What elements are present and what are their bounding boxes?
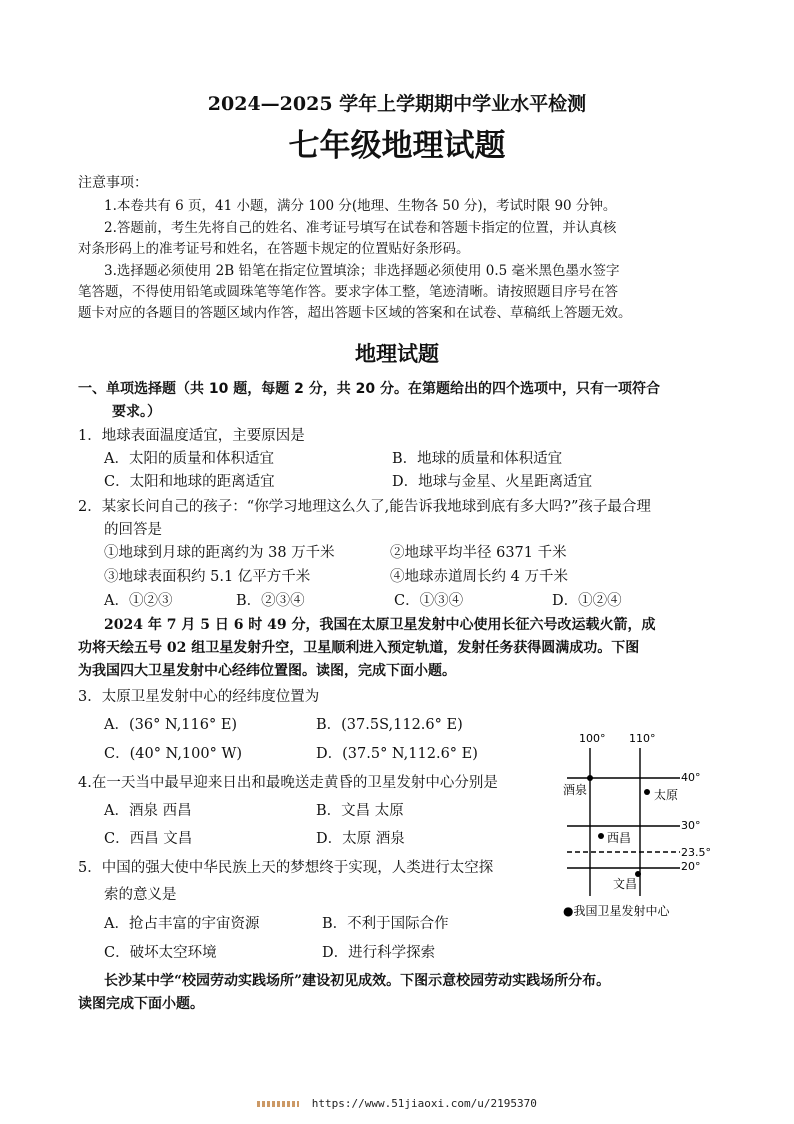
q1-option-b: B．地球的质量和体积适宜 <box>392 451 563 467</box>
notice-item-3b: 笔答题，不得使用铅笔或圆珠笔等笔作答。要求字体工整，笔迹清晰。请按照题目序号在答 <box>78 284 618 300</box>
q4-option-a: A．酒泉 西昌 <box>104 803 192 819</box>
q5-option-a: A．抢占丰富的宇宙资源 <box>104 916 260 932</box>
q5-stem-b: 索的意义是 <box>104 887 177 903</box>
passage2-line2: 读图完成下面小题。 <box>78 996 204 1012</box>
lat-label-30: 30° <box>681 819 701 832</box>
q5-option-b: B．不利于国际合作 <box>322 916 449 932</box>
lon-label-110: 110° <box>629 732 656 745</box>
part1-heading-b: 要求。） <box>112 404 161 420</box>
q3-stem: 3．太原卫星发射中心的经纬度位置为 <box>78 689 320 705</box>
q4-option-d: D．太原 酒泉 <box>316 831 405 847</box>
exam-title-line1: 2024—2025 学年上学期期中学业水平检测 <box>207 93 587 115</box>
jiuquan-label: 酒泉 <box>563 783 588 797</box>
q4-stem: 4.在一天当中最早迎来日出和最晚送走黄昏的卫星发射中心分别是 <box>78 775 498 791</box>
passage2-line1: 长沙某中学“校园劳动实践场所”建设初见成效。下图示意校园劳动实践场所分布。 <box>104 973 611 989</box>
xichang-label: 西昌 <box>607 831 632 845</box>
q1-option-c: C．太阳和地球的距离适宜 <box>104 474 275 490</box>
q3-option-d: D．(37.5° N,112.6° E) <box>316 746 478 762</box>
lat-label-20: 20° <box>681 860 701 873</box>
q1-option-a: A．太阳的质量和体积适宜 <box>104 451 274 467</box>
q2-statement-4: ④地球赤道周长约 4 万千米 <box>390 569 568 585</box>
footer-link[interactable]: https://www.51jiaoxi.com/u/2195370 <box>311 1097 537 1110</box>
page-footer <box>0 1097 794 1110</box>
q2-stem-b: 的回答是 <box>104 522 162 538</box>
lat-label-23-5: 23.5° <box>681 846 711 859</box>
wenchang-label: 文昌 <box>613 877 638 891</box>
taiyuan-marker <box>644 789 650 795</box>
q2-statement-1: ①地球到月球的距离约为 38 万千米 <box>104 545 335 561</box>
q4-option-b: B．文昌 太原 <box>316 803 404 819</box>
part1-heading-a: 一、单项选择题（共 10 题，每题 2 分，共 20 分。在第题给出的四个选项中，只有一项符合 <box>78 381 660 397</box>
q3-option-a: A．(36° N,116° E) <box>104 717 238 733</box>
q2-option-c: C．①③④ <box>394 593 464 609</box>
q2-statement-2: ②地球平均半径 6371 千米 <box>390 545 567 561</box>
notice-item-2a: 2.答题前，考生先将自己的姓名、准考证号填写在试卷和答题卡指定的位置，并认真核 <box>104 220 617 236</box>
xichang-marker <box>598 833 604 839</box>
notice-item-1: 1.本卷共有 6 页，41 小题，满分 100 分(地理、生物各 50 分)，考试时限 90 分钟。 <box>104 198 617 214</box>
footer-watermark-icon <box>257 1101 299 1107</box>
q5-stem-a: 5．中国的强大使中华民族上天的梦想终于实现，人类进行太空探 <box>78 860 494 876</box>
notice-item-2b: 对条形码上的准考证号和姓名，在答题卡规定的位置贴好条形码。 <box>78 241 470 257</box>
launch-center-map <box>555 728 730 923</box>
q5-option-c: C．破坏太空环境 <box>104 945 217 961</box>
notice-item-3c: 题卡对应的各题目的答题区域内作答，超出答题卡区域的答案和在试卷、草稿纸上答题无效。 <box>78 305 632 321</box>
q3-option-c: C．(40° N,100° W) <box>104 746 243 762</box>
jiuquan-marker <box>587 775 593 781</box>
notice-title: 注意事项： <box>78 175 148 191</box>
q3-option-b: B．(37.5S,112.6° E) <box>316 717 463 733</box>
q2-option-d: D．①②④ <box>552 593 622 609</box>
q2-statement-3: ③地球表面积约 5.1 亿平方千米 <box>104 569 311 585</box>
passage1-line3: 为我国四大卫星发射中心经纬位置图。读图，完成下面小题。 <box>78 663 456 679</box>
q1-option-d: D．地球与金星、火星距离适宜 <box>392 474 593 490</box>
map-legend: ●我国卫星发射中心 <box>563 904 670 918</box>
passage1-line1: 2024 年 7 月 5 日 6 时 49 分，我国在太原卫星发射中心使用长征六号改运载火箭，成 <box>104 617 656 633</box>
taiyuan-label: 太原 <box>654 788 679 802</box>
q2-option-a: A．①②③ <box>104 593 173 609</box>
section-title: 地理试题 <box>355 342 439 366</box>
notice-item-3a: 3.选择题必须使用 2B 铅笔在指定位置填涂；非选择题必须使用 0.5 毫米黑色墨水签字 <box>104 263 620 279</box>
q2-stem-a: 2．某家长问自己的孩子：“你学习地理这么久了,能告诉我地球到底有多大吗?”孩子最合理 <box>78 499 651 515</box>
q5-option-d: D．进行科学探索 <box>322 945 436 961</box>
q1-stem: 1．地球表面温度适宜，主要原因是 <box>78 428 305 444</box>
lon-label-100: 100° <box>579 732 606 745</box>
q4-option-c: C．西昌 文昌 <box>104 831 193 847</box>
exam-title-line2: 七年级地理试题 <box>288 128 506 164</box>
lat-label-40: 40° <box>681 771 701 784</box>
q2-option-b: B．②③④ <box>236 593 305 609</box>
passage1-line2: 功将天绘五号 02 组卫星发射升空，卫星顺利进入预定轨道，发射任务获得圆满成功。下图 <box>78 640 640 656</box>
